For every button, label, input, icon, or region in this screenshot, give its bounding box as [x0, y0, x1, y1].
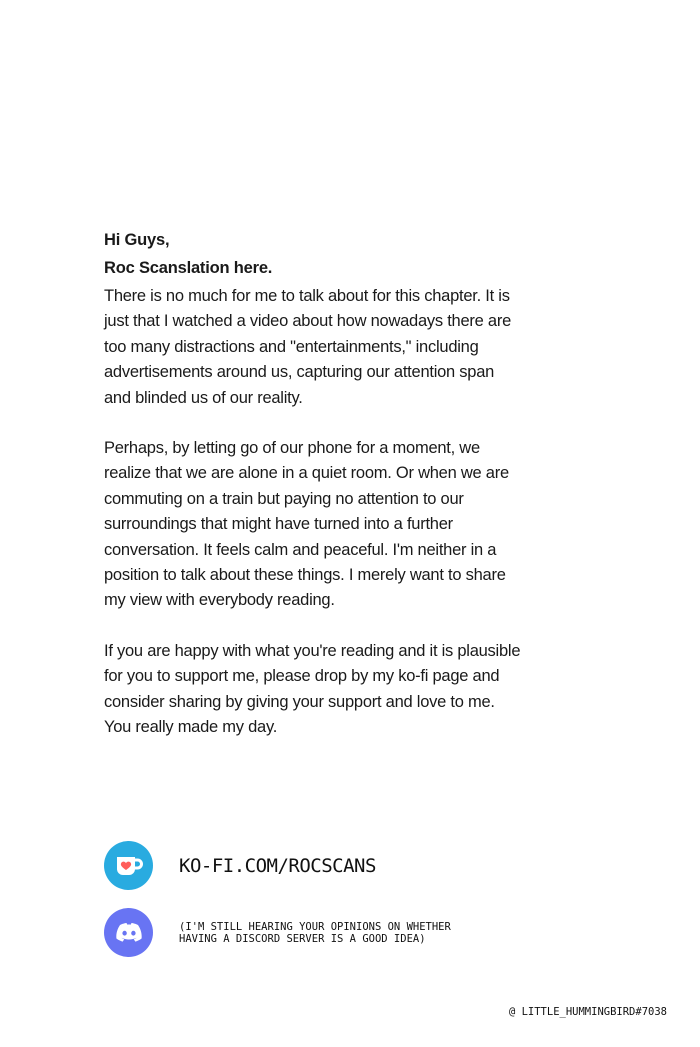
greeting-line-1: Hi Guys, — [104, 231, 170, 249]
kofi-link[interactable]: KO-FI.COM/ROCSCANS — [179, 854, 376, 877]
discord-row — [104, 908, 451, 957]
paragraph-2: Perhaps, by letting go of our phone for a moment, we realize that we are alone in a quiet room. Or when we are commuting on a train but paying no attention to our surroundings that might have turned into a further conversation. It feels calm and peaceful. I'm neither in a position to talk about these things. I merely want to share my view with everybody reading. — [104, 439, 509, 610]
kofi-row[interactable] — [104, 841, 376, 890]
kofi-cup-icon[interactable] — [104, 841, 153, 890]
discord-note — [179, 921, 451, 945]
paragraph-3: If you are happy with what you're reading and it is plausible for you to support me, please drop by my ko-fi page and consider sharing by giving your support and love to me. You really made my day. — [104, 641, 521, 737]
discord-icon[interactable] — [104, 908, 153, 957]
discord-note-line-2: HAVING A DISCORD SERVER IS A GOOD IDEA) — [179, 932, 426, 945]
credit-handle: @ LITTLE_HUMMINGBIRD#7038 — [508, 1006, 667, 1018]
discord-note-line-1: (I'M STILL HEARING YOUR OPINIONS ON WHETHER — [179, 920, 451, 933]
paragraph-1: There is no much for me to talk about for this chapter. It is just that I watched a video about how nowadays there are too many distractions and "entertainments," including advertisements around us, capturing our attention span and blinded us of our reality. — [104, 287, 512, 407]
translator-note — [104, 226, 524, 741]
greeting-line-2: Roc Scanslation here. — [104, 259, 273, 277]
